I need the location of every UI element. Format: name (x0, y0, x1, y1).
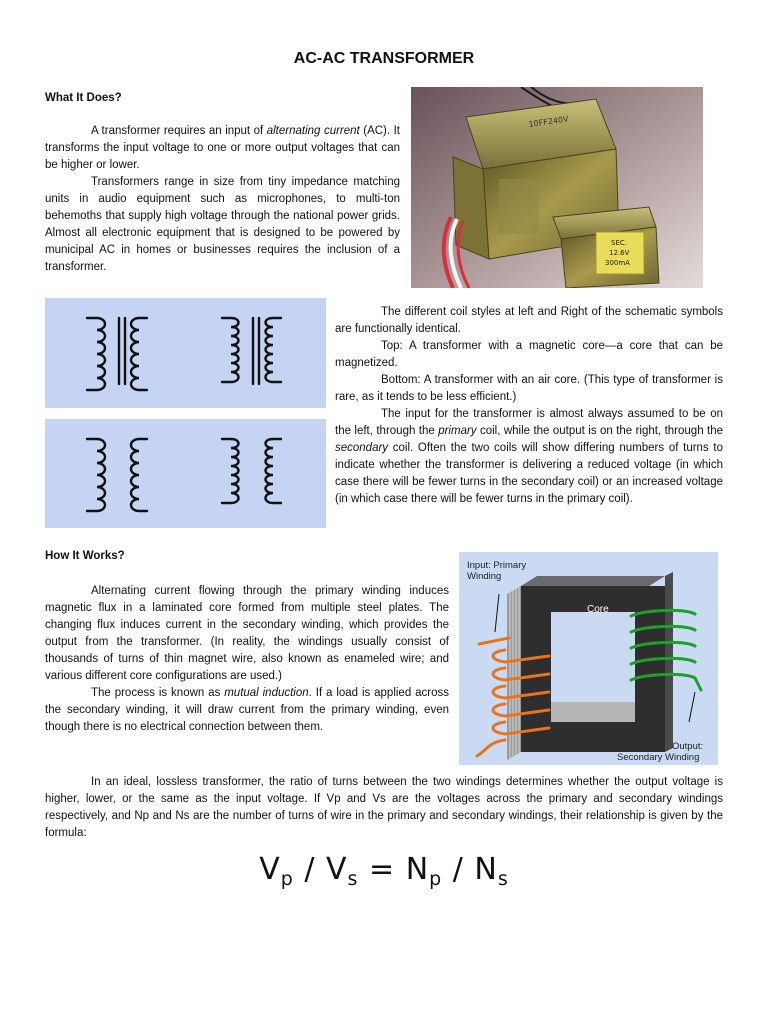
paragraph-ideal-ratio (45, 774, 723, 842)
text-run: The different coil styles at left and Right of the schematic symbols are functionally identical. (335, 306, 723, 335)
text-emphasis: alternating current (266, 125, 360, 137)
input-label-line1: Input: Primary (467, 560, 527, 571)
text-emphasis: primary (438, 425, 477, 437)
formula-subscript: p (280, 868, 294, 890)
paragraph-flux (45, 583, 449, 685)
formula-subscript: s (347, 868, 359, 890)
formula-operator: / (452, 852, 464, 887)
formula-subscript: p (429, 868, 443, 890)
section-how-it-works-body (45, 583, 449, 736)
text-run: coil, while the output is on the right, through the (476, 425, 723, 437)
formula-subscript: s (497, 868, 509, 890)
text-run: The process is known as (91, 687, 225, 699)
transformer-core-diagram (459, 552, 718, 765)
formula-symbol: V (326, 852, 348, 887)
paragraph-bottom-symbol (335, 372, 723, 406)
photo-label-line3: 300mA (605, 259, 630, 267)
symbol-panel-air-core (45, 419, 326, 528)
text-run: Alternating current flowing through the primary winding induces magnetic flux in a laminated core formed from multiple steel plates. The changing flux induces current in the secondary winding, which provides the output from the transformer. (In reality, the windings usually consist of thousands of turns of thin magnet wire, also known as enameled wire; and various different core configurations are used.) (45, 585, 449, 682)
primary-coil-icon (87, 318, 105, 390)
text-run: Transformers range in size from tiny impedance matching units in audio equipment such as microphones, to multi-ton behemoths that supply high voltage through the national power grids. Almost all electronic equipment that is designed to be powered by municipal AC in homes or businesses requires the inclusion of a transformer. (45, 176, 400, 273)
formula-symbol: N (405, 852, 430, 887)
section-heading-how-it-works: How It Works? (45, 550, 125, 562)
paragraph-ac-input (45, 123, 400, 174)
text-run: (AC). It transforms the input voltage to one or more output voltages that can be higher or lower. (45, 125, 400, 171)
text-run: Top: A transformer with a magnetic core—a core that can be magnetized. (335, 340, 723, 369)
text-run: The input for the transformer is almost always assumed to be on the left, through the (335, 408, 723, 437)
symbols-explanation (335, 304, 723, 508)
input-label-line2: Winding (467, 571, 502, 582)
section-what-it-does-body (45, 123, 400, 276)
text-run: Bottom: A transformer with an air core. (This type of transformer is rare, as it tends to be less efficient.) (335, 374, 723, 403)
text-run: coil. Often the two coils will show differing numbers of turns to indicate whether the transformer is delivering a reduced voltage (in which case there will be fewer turns in the secondary coil) or an increased voltage (in which case there will be fewer turns in the primary coil). (335, 442, 723, 505)
text-run: A transformer requires an input of (91, 125, 267, 137)
formula-symbol: N (474, 852, 498, 887)
text-run: . If a load is applied across the secondary winding, it will draw current from the primary winding, even though there is no electrical connection between them. (45, 687, 449, 733)
photo-label-line2: 12.6V (609, 249, 630, 257)
paragraph-coil-styles (335, 304, 723, 338)
photo-label-line1: SEC. (611, 239, 627, 247)
output-label-line2: Secondary Winding (617, 752, 700, 763)
paragraph-input-output (335, 406, 723, 508)
paragraph-top-symbol (335, 338, 723, 372)
formula-symbol: V (259, 852, 281, 887)
transformer-photo (411, 87, 703, 288)
turns-ratio-formula (0, 852, 768, 890)
formula-operator: = (369, 852, 396, 887)
symbol-panel-magnetic-core (45, 298, 326, 408)
photo-top-label: 10FF240V (528, 114, 570, 129)
section-heading-what-it-does: What It Does? (45, 92, 122, 104)
paragraph-mutual-induction (45, 685, 449, 736)
paragraph-transformer-sizes (45, 174, 400, 276)
core-label: Core (587, 604, 609, 615)
text-emphasis: mutual induction (224, 687, 309, 699)
ideal-transformer-body (45, 774, 723, 842)
text-emphasis: secondary (335, 442, 389, 454)
page-title: AC-AC TRANSFORMER (293, 50, 475, 67)
output-label-line1: Output: (672, 741, 704, 752)
text-run: In an ideal, lossless transformer, the ratio of turns between the two windings determines whether the output voltage is higher, lower, or the same as the input voltage. If Vp and Vs are the voltages across the primary and secondary windings respectively, and Np and Ns are the number of turns of wire in the primary and secondary windings, their relationship is given by the formula: (45, 776, 723, 839)
formula-operator: / (304, 852, 316, 887)
